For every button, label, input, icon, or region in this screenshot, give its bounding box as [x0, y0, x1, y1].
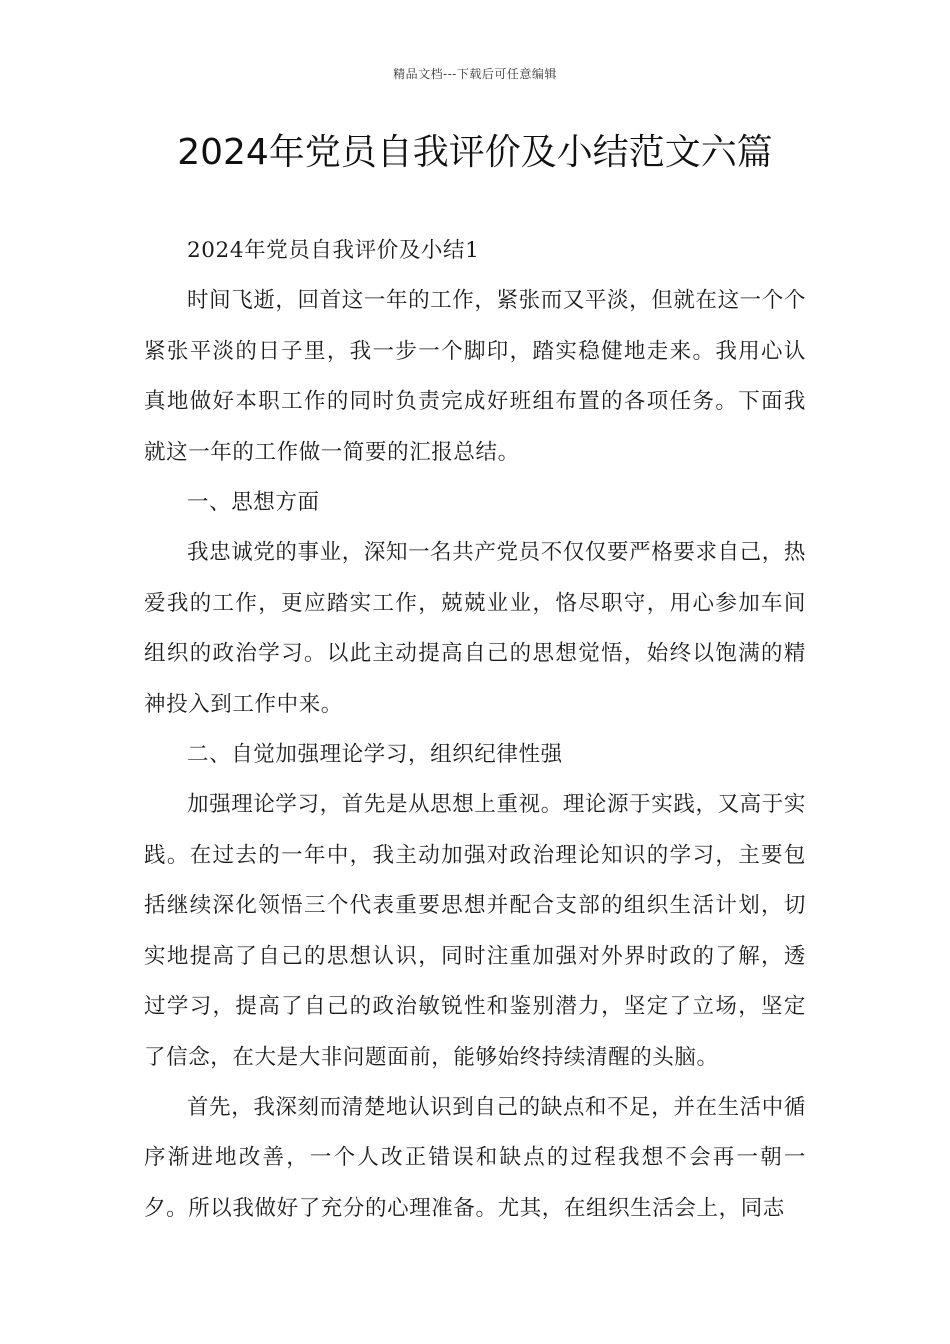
subheading-thought: 一、思想方面	[187, 490, 320, 516]
subheading-theory: 二、自觉加强理论学习，组织纪律性强	[187, 742, 563, 768]
paragraph-shortcomings: 首先，我深刻而清楚地认识到自己的缺点和不足，并在生活中循序渐进地改善，一个人改正错误和缺点的过程我想不会再一朝一夕。所以我做好了充分的心理准备。尤其，在组织生活会上，同志	[144, 1094, 806, 1221]
section-heading-1: 2024年党员自我评价及小结1	[187, 238, 480, 263]
paragraph-intro: 时间飞逝，回首这一年的工作，紧张而又平淡，但就在这一个个紧张平淡的日子里，我一步一个脚印，踏实稳健地走来。我用心认真地做好本职工作的同时负责完成好班组布置的各项任务。下面我就这一年的工作做一简要的汇报总结。	[144, 288, 806, 465]
document-title: 2024年党员自我评价及小结范文六篇	[177, 132, 773, 173]
header-note: 精品文档---下载后可任意编辑	[393, 67, 557, 81]
document-body	[144, 226, 806, 1234]
paragraph-theory: 加强理论学习，首先是从思想上重视。理论源于实践，又高于实践。在过去的一年中，我主动加强对政治理论知识的学习，主要包括继续深化领悟三个代表重要思想并配合支部的组织生活计划，切实地提高了自己的思想认识，同时注重加强对外界时政的了解，透过学习，提高了自己的政治敏锐性和鉴别潜力，坚定了立场，坚定了信念，在大是大非问题面前，能够始终持续清醒的头脑。	[144, 792, 806, 1070]
paragraph-thought: 我忠诚党的事业，深知一名共产党员不仅仅要严格要求自己，热爱我的工作，更应踏实工作，兢兢业业，恪尽职守，用心参加车间组织的政治学习。以此主动提高自己的思想觉悟，始终以饱满的精神投入到工作中来。	[144, 540, 806, 717]
